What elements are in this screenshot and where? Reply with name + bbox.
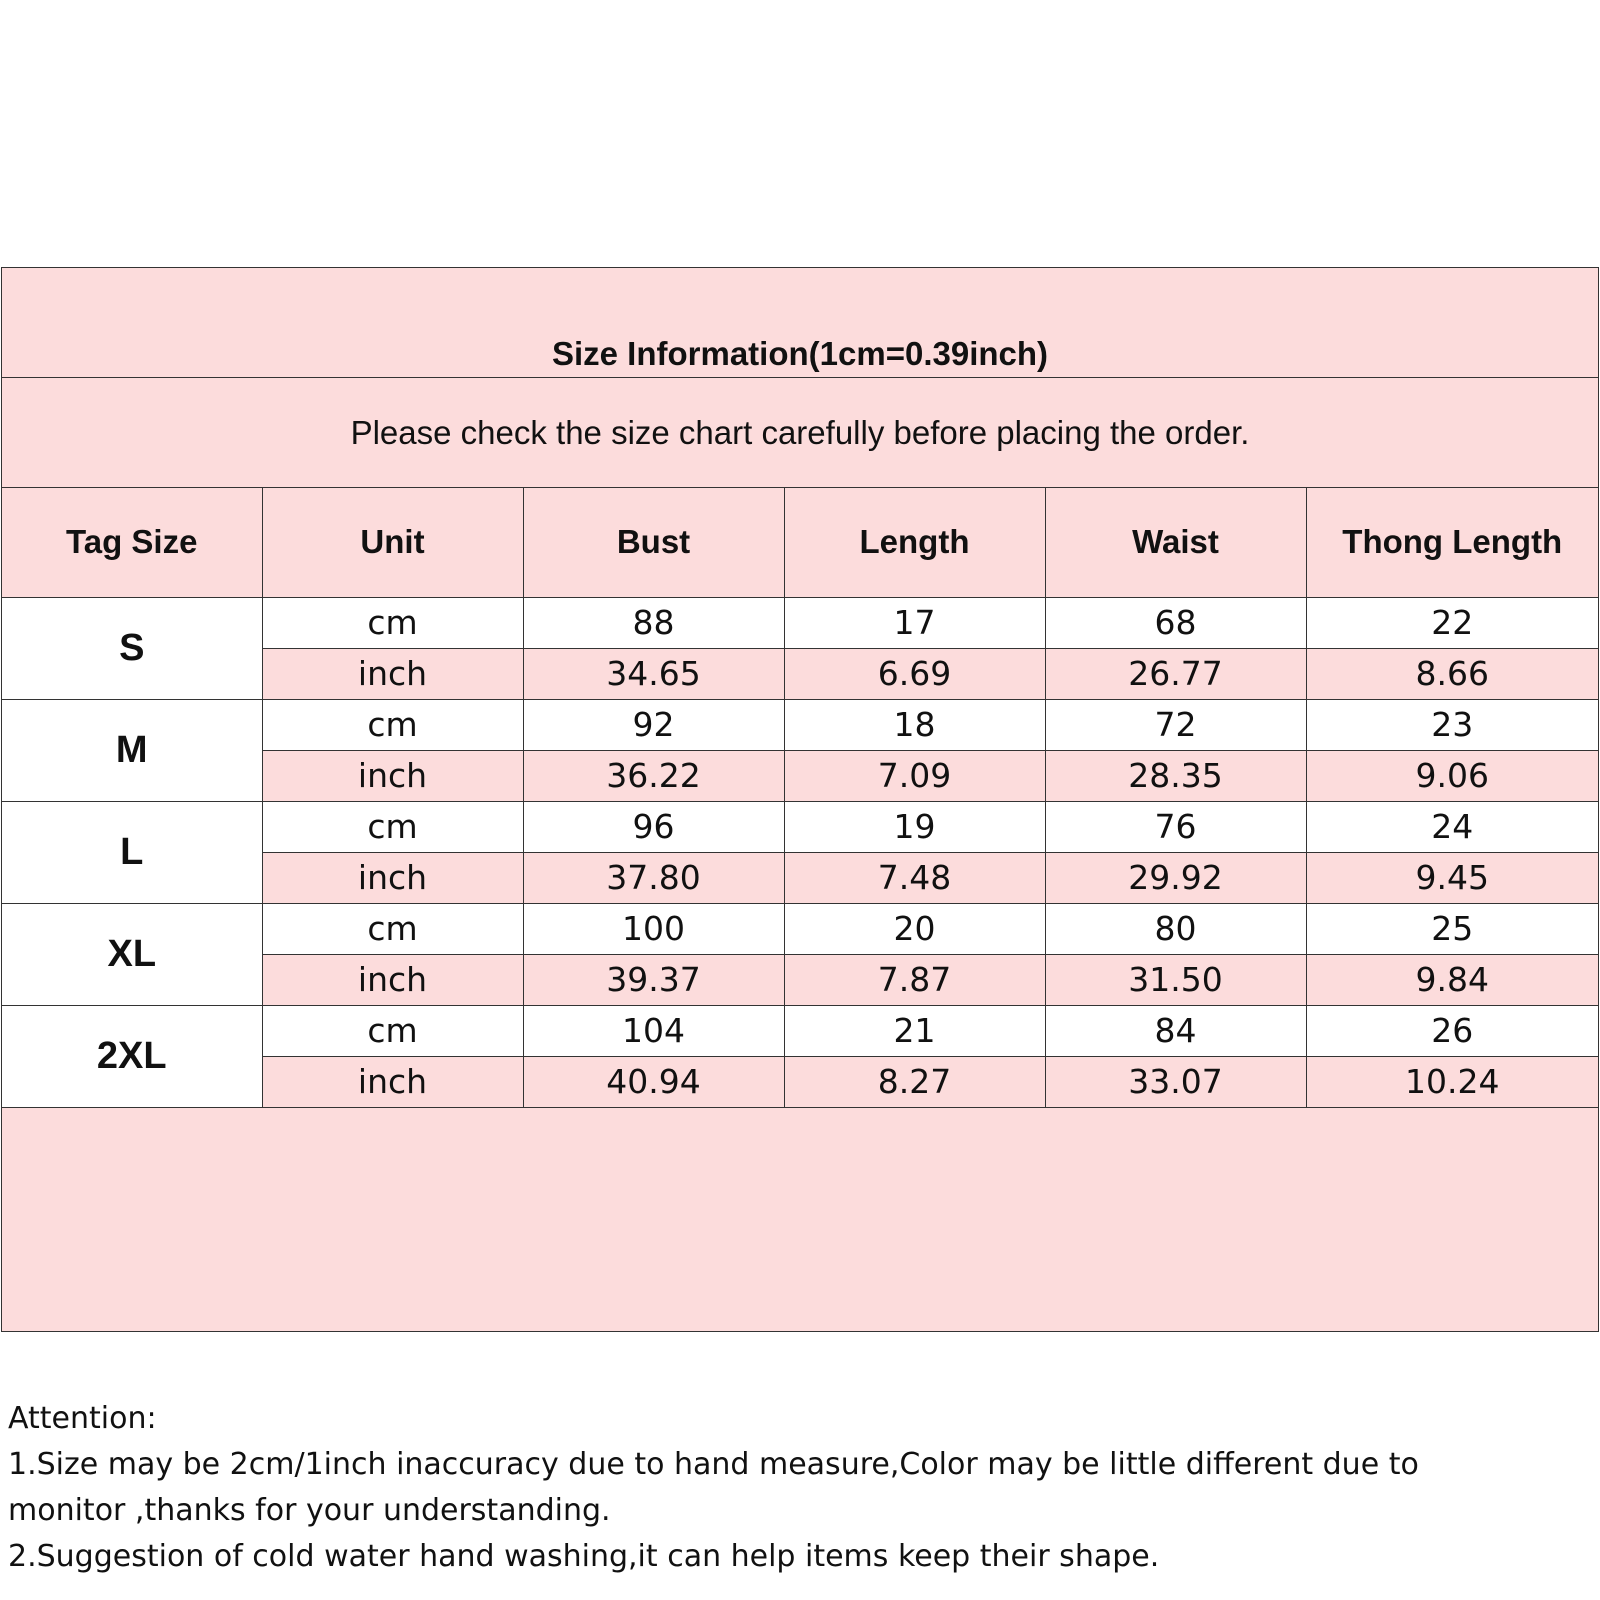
waist-cell: 72 bbox=[1045, 699, 1306, 750]
unit-cell: cm bbox=[262, 1005, 523, 1056]
table-row bbox=[2, 699, 1598, 750]
notice-text: Please check the size chart carefully before placing the order. bbox=[350, 413, 1250, 451]
attention-line: 2.Suggestion of cold water hand washing,it can help items keep their shape. bbox=[8, 1539, 1160, 1574]
bust-cell: 100 bbox=[523, 903, 784, 954]
thong-length-cell: 8.66 bbox=[1306, 648, 1598, 699]
thong-length-cell: 23 bbox=[1306, 699, 1598, 750]
size-info-title bbox=[2, 268, 1598, 378]
attention-notes bbox=[8, 1396, 1588, 1580]
size-chart-sheet bbox=[1, 267, 1599, 1574]
bust-cell: 34.65 bbox=[523, 648, 784, 699]
length-cell: 21 bbox=[784, 1005, 1045, 1056]
table-row bbox=[2, 903, 1598, 954]
waist-cell: 26.77 bbox=[1045, 648, 1306, 699]
length-cell: 20 bbox=[784, 903, 1045, 954]
length-cell: 8.27 bbox=[784, 1056, 1045, 1107]
thong-length-cell: 24 bbox=[1306, 801, 1598, 852]
page-title: Size Information(1cm=0.39inch) bbox=[551, 335, 1049, 372]
thong-length-cell: 9.84 bbox=[1306, 954, 1598, 1005]
waist-cell: 76 bbox=[1045, 801, 1306, 852]
tag-size-cell: L bbox=[2, 801, 262, 903]
thong-length-cell: 25 bbox=[1306, 903, 1598, 954]
length-cell: 19 bbox=[784, 801, 1045, 852]
table-row bbox=[2, 597, 1598, 648]
waist-cell: 84 bbox=[1045, 1005, 1306, 1056]
header-tag-size: Tag Size bbox=[2, 488, 262, 597]
unit-cell: cm bbox=[262, 699, 523, 750]
length-cell: 6.69 bbox=[784, 648, 1045, 699]
unit-cell: cm bbox=[262, 597, 523, 648]
bust-cell: 39.37 bbox=[523, 954, 784, 1005]
unit-cell: cm bbox=[262, 903, 523, 954]
thong-length-cell: 26 bbox=[1306, 1005, 1598, 1056]
waist-cell: 29.92 bbox=[1045, 852, 1306, 903]
unit-cell: inch bbox=[262, 648, 523, 699]
table-row bbox=[2, 801, 1598, 852]
unit-cell: inch bbox=[262, 954, 523, 1005]
waist-cell: 31.50 bbox=[1045, 954, 1306, 1005]
unit-cell: inch bbox=[262, 1056, 523, 1107]
table-row bbox=[2, 1005, 1598, 1056]
length-cell: 18 bbox=[784, 699, 1045, 750]
tag-size-cell: M bbox=[2, 699, 262, 801]
size-table bbox=[2, 488, 1598, 1108]
bust-cell: 40.94 bbox=[523, 1056, 784, 1107]
bust-cell: 36.22 bbox=[523, 750, 784, 801]
bust-cell: 104 bbox=[523, 1005, 784, 1056]
waist-cell: 28.35 bbox=[1045, 750, 1306, 801]
notice-row bbox=[2, 378, 1598, 488]
bust-cell: 88 bbox=[523, 597, 784, 648]
bust-cell: 37.80 bbox=[523, 852, 784, 903]
unit-cell: inch bbox=[262, 750, 523, 801]
header-thong-length: Thong Length bbox=[1306, 488, 1598, 597]
tag-size-cell: XL bbox=[2, 903, 262, 1005]
waist-cell: 33.07 bbox=[1045, 1056, 1306, 1107]
bust-cell: 92 bbox=[523, 699, 784, 750]
bust-cell: 96 bbox=[523, 801, 784, 852]
attention-line: 1.Size may be 2cm/1inch inaccuracy due to hand measure,Color may be little different due to bbox=[8, 1447, 1419, 1482]
header-waist: Waist bbox=[1045, 488, 1306, 597]
length-cell: 17 bbox=[784, 597, 1045, 648]
length-cell: 7.87 bbox=[784, 954, 1045, 1005]
length-cell: 7.09 bbox=[784, 750, 1045, 801]
attention-heading: Attention: bbox=[8, 1401, 157, 1436]
thong-length-cell: 9.45 bbox=[1306, 852, 1598, 903]
unit-cell: cm bbox=[262, 801, 523, 852]
thong-length-cell: 9.06 bbox=[1306, 750, 1598, 801]
table-header-row bbox=[2, 488, 1598, 597]
header-length: Length bbox=[784, 488, 1045, 597]
attention-line: monitor ,thanks for your understanding. bbox=[8, 1493, 611, 1528]
header-unit: Unit bbox=[262, 488, 523, 597]
unit-cell: inch bbox=[262, 852, 523, 903]
header-bust: Bust bbox=[523, 488, 784, 597]
thong-length-cell: 10.24 bbox=[1306, 1056, 1598, 1107]
length-cell: 7.48 bbox=[784, 852, 1045, 903]
thong-length-cell: 22 bbox=[1306, 597, 1598, 648]
waist-cell: 80 bbox=[1045, 903, 1306, 954]
waist-cell: 68 bbox=[1045, 597, 1306, 648]
tag-size-cell: S bbox=[2, 597, 262, 699]
tag-size-cell: 2XL bbox=[2, 1005, 262, 1107]
